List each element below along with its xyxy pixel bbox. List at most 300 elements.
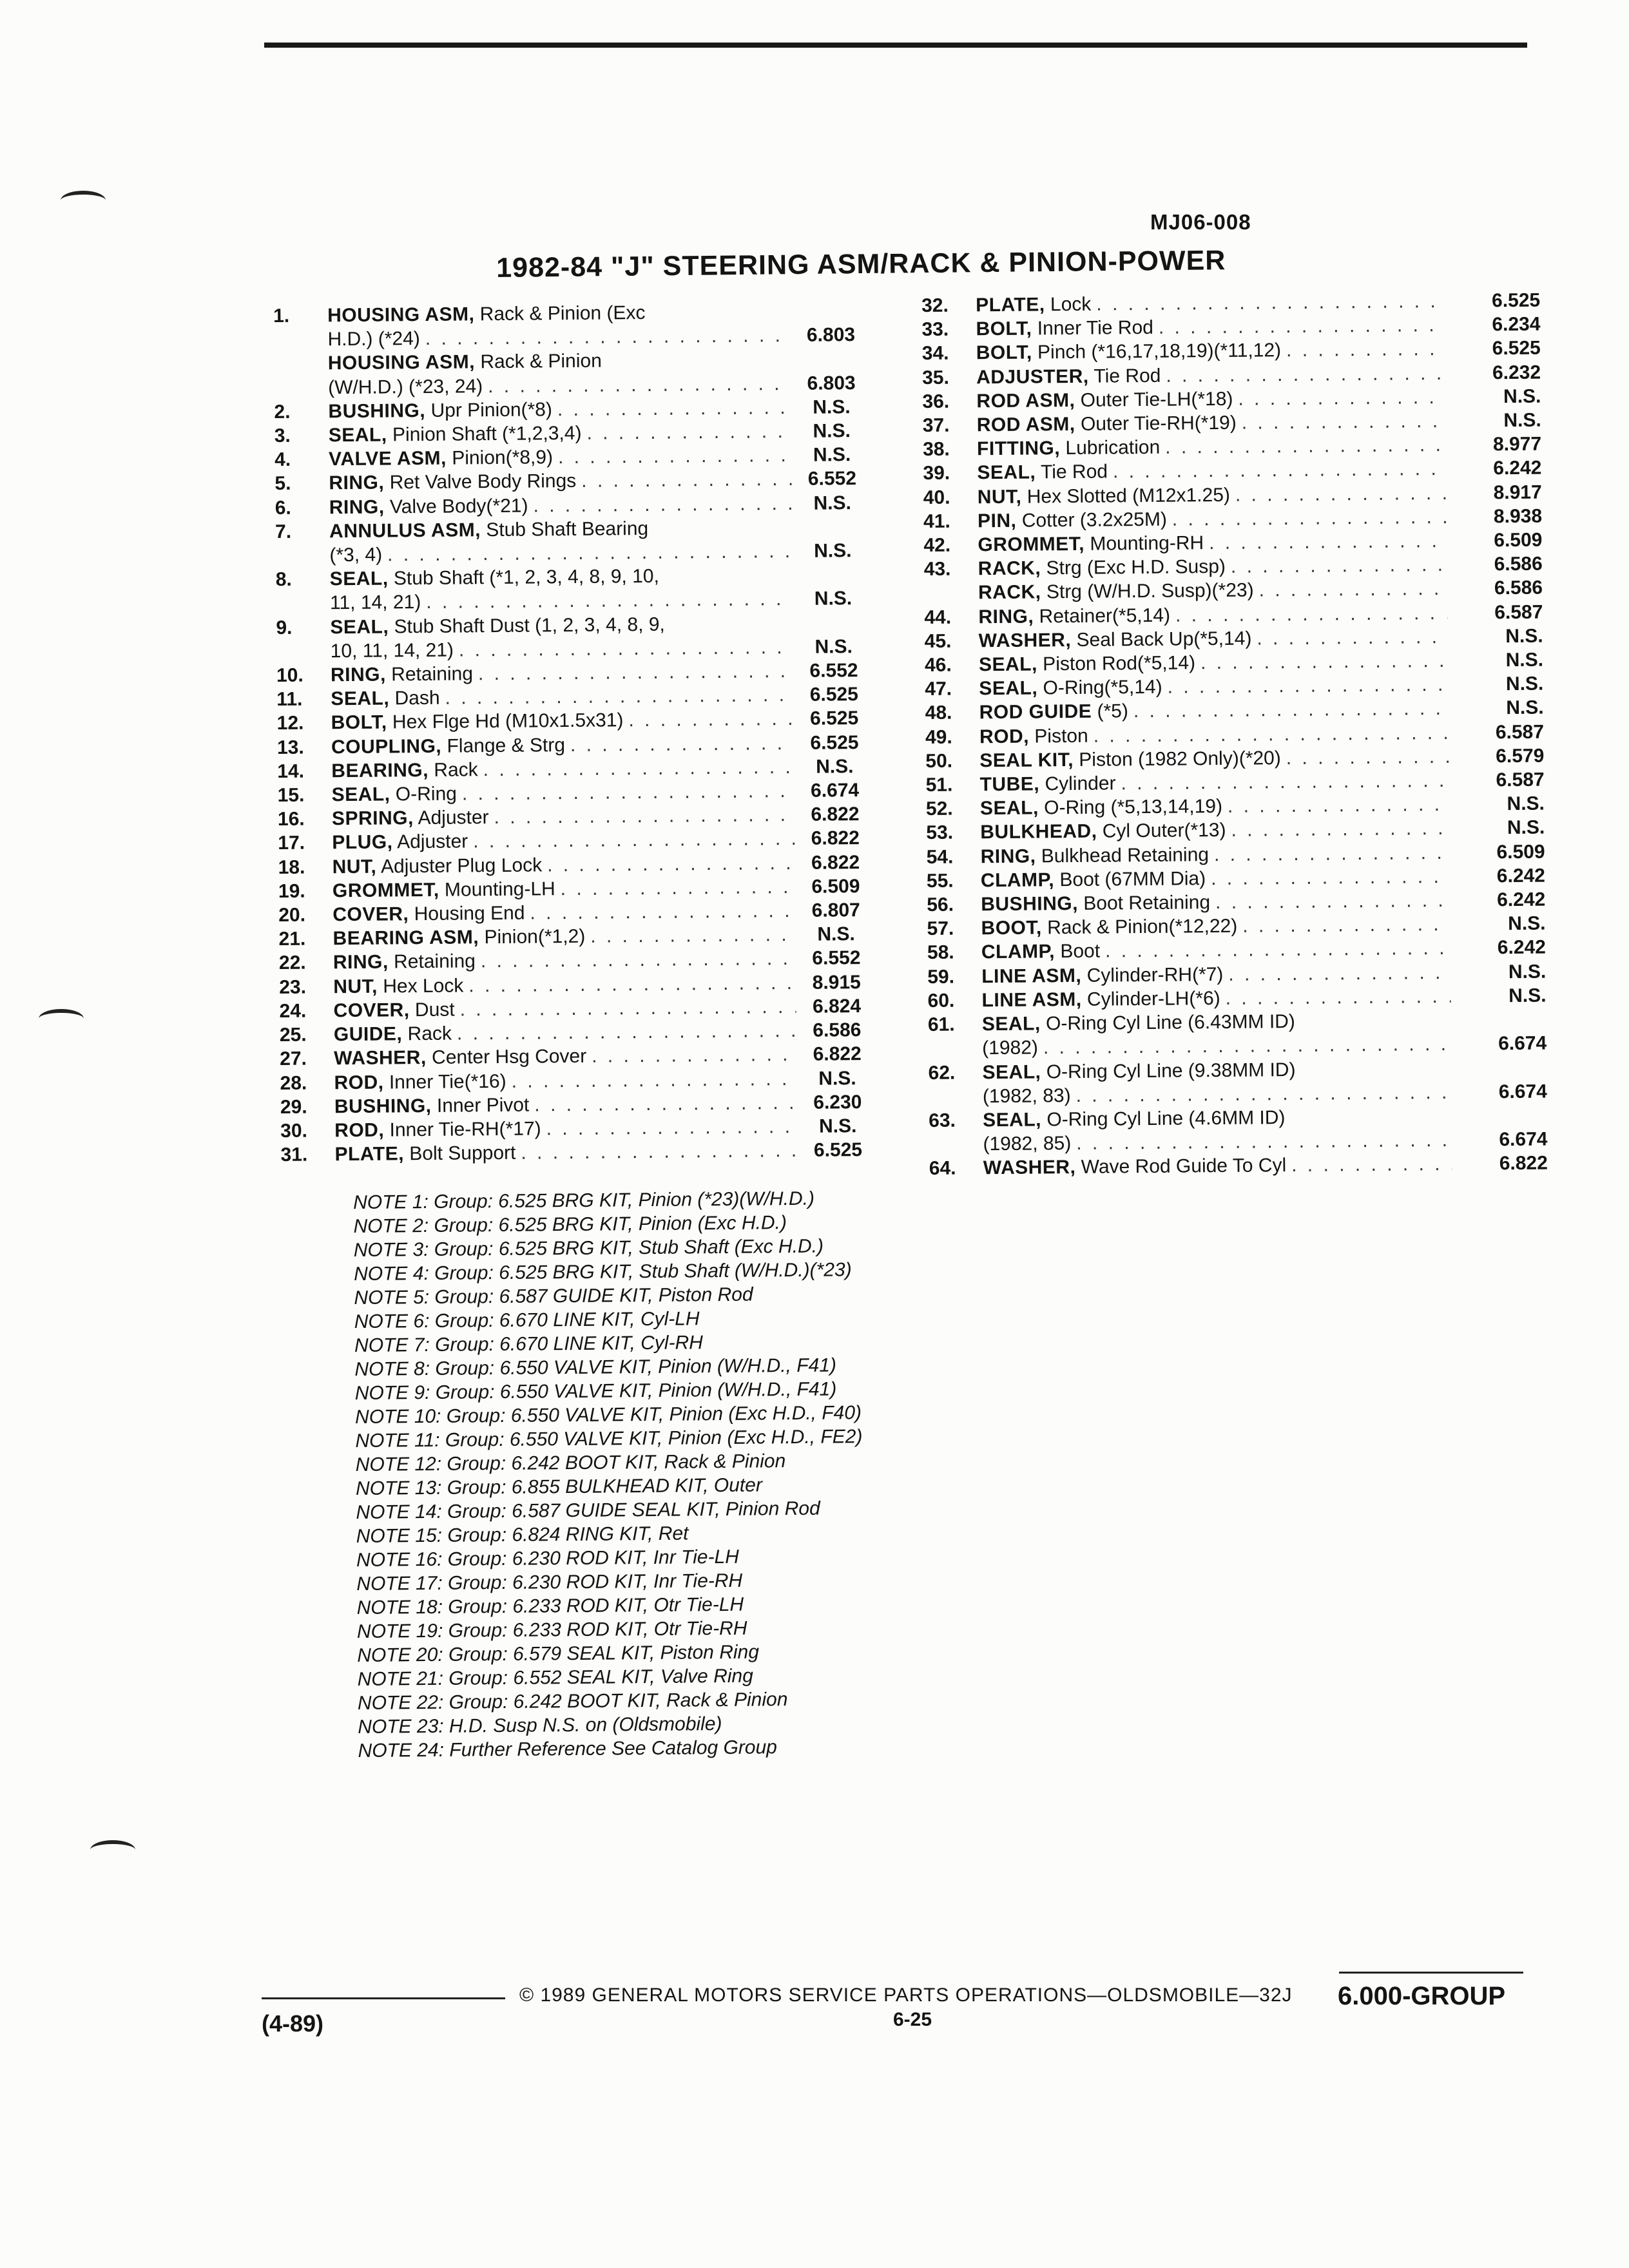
leader-dots: [494, 803, 795, 829]
note-line: NOTE 12: Group: 6.242 BOOT KIT, Rack & Pinion: [355, 1450, 786, 1475]
leader-dots: [1242, 409, 1446, 435]
part-text: [983, 1153, 1287, 1180]
part-text: [980, 794, 1222, 820]
top-rule: [264, 43, 1527, 48]
part-text: [332, 805, 489, 831]
part-name: BEARING,: [331, 759, 429, 782]
part-name: CLAMP,: [981, 941, 1055, 963]
part-text: [980, 818, 1226, 845]
part-description: Mounting-RH: [1090, 532, 1204, 555]
group-number: 6.822: [1499, 1152, 1548, 1175]
group-label: 6.000-GROUP: [1338, 1982, 1506, 2010]
group-number: 6.509: [1494, 529, 1543, 552]
part-text: [333, 877, 555, 903]
part-number: 22.: [278, 952, 306, 974]
group-number: 6.525: [810, 731, 859, 754]
part-item: [273, 299, 867, 352]
part-text: [983, 1106, 1286, 1132]
leader-dots: [1094, 721, 1449, 748]
group-number: 6.552: [809, 660, 858, 682]
leader-dots: [592, 1043, 796, 1068]
part-name: ANNULUS ASM,: [329, 519, 481, 543]
part-name: ROD,: [334, 1119, 385, 1142]
part-description: Lock: [1050, 293, 1092, 316]
part-name: SEAL,: [331, 687, 390, 710]
part-number: 5.: [275, 473, 291, 495]
part-description-cont: 10, 11, 14, 21): [330, 639, 454, 662]
part-item: [275, 515, 869, 568]
part-name: LINE ASM,: [981, 965, 1082, 987]
part-name: PLATE,: [334, 1143, 405, 1166]
part-number: 10.: [276, 664, 304, 687]
part-name: BEARING ASM,: [333, 927, 479, 950]
part-text: [332, 853, 542, 879]
part-number: 48.: [925, 702, 952, 724]
part-text: [977, 411, 1237, 437]
part-number: 60.: [927, 990, 955, 1012]
part-text: [979, 746, 1281, 773]
note-line: NOTE 10: Group: 6.550 VALVE KIT, Pinion (Exc H.D., F40): [354, 1402, 862, 1428]
part-name: BOLT,: [976, 318, 1032, 340]
part-text: [332, 830, 468, 855]
group-number: 6.587: [1496, 769, 1545, 791]
group-number: N.S.: [815, 636, 853, 658]
part-name: RACK,: [978, 557, 1041, 580]
leader-dots: [473, 827, 795, 854]
part-name: ROD GUIDE: [979, 701, 1092, 724]
leader-dots: [1075, 1081, 1452, 1108]
part-number: 28.: [280, 1072, 307, 1094]
leader-dots: [1167, 673, 1448, 699]
document-id: MJ06-008: [1150, 210, 1251, 234]
group-number: 6.824: [812, 995, 862, 1017]
leader-dots: [468, 971, 796, 998]
part-name: BUSHING,: [334, 1095, 432, 1117]
part-description: Tie Rod: [1094, 365, 1161, 387]
group-number: N.S.: [1507, 817, 1545, 839]
part-number: 44.: [924, 606, 952, 628]
leader-dots: [558, 443, 791, 469]
part-description: O-Ring (*5,13,14,19): [1044, 796, 1223, 819]
part-description: Hex Flge Hd (M10x1.5x31): [392, 709, 624, 733]
part-number: 64.: [929, 1157, 956, 1180]
leader-dots: [459, 635, 793, 662]
part-description-cont: (*3, 4): [329, 544, 383, 566]
part-name: RING,: [330, 664, 387, 686]
group-number: 6.509: [811, 875, 860, 898]
leader-dots: [561, 875, 796, 901]
part-description: O-Ring Cyl Line (4.6MM ID): [1046, 1107, 1286, 1131]
parts-list-left: [273, 299, 874, 1167]
part-number: 23.: [279, 976, 307, 998]
leader-dots: [478, 659, 793, 686]
part-name: COVER,: [333, 903, 409, 926]
part-description: (*5): [1097, 700, 1129, 723]
part-number: 53.: [926, 822, 954, 844]
note-line: NOTE 14: Group: 6.587 GUIDE SEAL KIT, Pinion Rod: [356, 1497, 820, 1523]
part-number: 13.: [276, 736, 304, 758]
parts-list-right: [921, 289, 1548, 1181]
part-name: PIN,: [977, 510, 1017, 532]
part-number: 16.: [277, 808, 305, 831]
part-name: HOUSING ASM,: [327, 303, 475, 327]
page-number: 6-25: [893, 2009, 932, 2030]
part-name: SEAL,: [983, 1109, 1042, 1131]
part-text: [979, 700, 1129, 725]
leader-dots: [426, 587, 793, 614]
group-number: N.S.: [818, 1115, 857, 1137]
part-number: 36.: [922, 390, 950, 412]
part-description: Dash: [394, 687, 440, 709]
part-number: 27.: [280, 1048, 307, 1070]
leader-dots: [1231, 816, 1449, 842]
part-description: Rack & Pinion(*12,22): [1046, 916, 1238, 939]
part-description: Inner Tie-RH(*17): [389, 1118, 541, 1141]
part-number: 15.: [277, 784, 305, 807]
note-line: NOTE 23: H.D. Susp N.S. on (Oldsmobile): [358, 1713, 722, 1738]
part-name: SEAL,: [982, 1061, 1041, 1083]
binder-hole-mark: [90, 1840, 135, 1860]
leader-dots: [1215, 889, 1450, 914]
group-number: 6.587: [1495, 721, 1545, 743]
part-description: Upr Pinion(*8): [430, 399, 553, 421]
part-number: 31.: [280, 1144, 308, 1166]
part-description: Cotter (3.2x25M): [1021, 508, 1167, 532]
part-description: Rack: [434, 759, 478, 781]
part-description: Mounting-LH: [444, 878, 555, 901]
part-number: 45.: [924, 630, 952, 652]
part-number: 17.: [278, 832, 305, 854]
part-number: 49.: [925, 726, 952, 748]
part-number: 58.: [927, 942, 954, 964]
part-description: Boot Retaining: [1083, 892, 1211, 914]
group-number: 6.509: [1496, 841, 1545, 863]
note-line: NOTE 11: Group: 6.550 VALVE KIT, Pinion (Exc H.D., FE2): [355, 1426, 863, 1452]
note-line: NOTE 18: Group: 6.233 ROD KIT, Otr Tie-LH: [356, 1593, 744, 1619]
part-item: [274, 347, 867, 399]
group-number: N.S.: [813, 396, 851, 418]
part-text: [981, 986, 1220, 1012]
part-text: [981, 963, 1223, 988]
part-description-cont: (1982): [982, 1037, 1039, 1059]
part-name: ROD ASM,: [976, 413, 1075, 436]
part-text: [979, 724, 1088, 749]
leader-dots: [1235, 481, 1447, 507]
part-description: Hex Lock: [383, 975, 464, 997]
part-number: 38.: [922, 438, 950, 461]
part-text: [331, 782, 457, 807]
group-number: 6.586: [1494, 553, 1543, 575]
part-description: Boot: [1060, 941, 1101, 963]
part-text: [334, 1069, 506, 1095]
part-number: 18.: [278, 856, 305, 878]
part-name: TUBE,: [979, 773, 1040, 796]
part-description: Boot (67MM Dia): [1059, 868, 1206, 891]
part-description: Adjuster Plug Lock: [380, 854, 543, 878]
part-name: SEAL,: [979, 797, 1039, 820]
group-number: 6.586: [813, 1019, 862, 1041]
note-line: NOTE 8: Group: 6.550 VALVE KIT, Pinion (W/H.D., F41): [354, 1354, 837, 1380]
part-text: [978, 483, 1230, 509]
part-description: Cylinder-RH(*7): [1086, 963, 1224, 986]
part-text: [329, 445, 553, 471]
leader-dots: [570, 731, 794, 757]
note-line: NOTE 5: Group: 6.587 GUIDE KIT, Piston Rod: [354, 1283, 753, 1309]
part-text: [978, 555, 1226, 581]
part-description: Cylinder: [1045, 773, 1116, 795]
leader-dots: [457, 1019, 796, 1046]
group-number: 6.674: [810, 780, 860, 802]
part-name: ROD,: [334, 1072, 384, 1093]
leader-dots: [628, 707, 794, 732]
part-name: GROMMET,: [978, 533, 1085, 556]
part-description: Outer Tie-RH(*19): [1080, 412, 1237, 435]
leader-dots: [533, 492, 792, 518]
leader-dots: [1214, 841, 1450, 867]
note-line: NOTE 7: Group: 6.670 LINE KIT, Cyl-RH: [354, 1332, 703, 1356]
group-number: N.S.: [1506, 697, 1544, 719]
part-text: [982, 1057, 1295, 1084]
copyright-text: © 1989 GENERAL MOTORS SERVICE PARTS OPERATIONS—OLDSMOBILE—32J: [519, 1984, 1293, 2006]
part-description-cont: (1982, 85): [983, 1133, 1072, 1155]
part-number: 9.: [276, 617, 293, 639]
part-name: WASHER,: [978, 629, 1072, 652]
part-description: Piston: [1034, 725, 1088, 747]
leader-dots: [1231, 553, 1447, 579]
part-item: [280, 1138, 873, 1167]
group-number: 6.234: [1492, 313, 1541, 336]
part-text: [331, 733, 565, 759]
part-text: [330, 564, 659, 591]
group-number: 6.525: [1492, 338, 1541, 360]
leader-dots: [557, 396, 791, 421]
part-text: [981, 867, 1206, 892]
part-number: 46.: [924, 654, 952, 677]
group-number: 6.242: [1493, 457, 1542, 479]
part-description: Hex Slotted (M12x1.25): [1027, 484, 1231, 508]
group-number: N.S.: [1503, 385, 1541, 407]
part-name: BUSHING,: [328, 399, 426, 423]
part-name: LINE ASM,: [981, 988, 1082, 1012]
part-text: [330, 612, 665, 639]
part-text: [328, 398, 552, 423]
part-name: SEAL KIT,: [979, 749, 1074, 772]
part-text: [331, 758, 478, 783]
part-description: Pinion(*1,2): [484, 926, 586, 948]
part-description: Rack: [407, 1023, 452, 1045]
note-line: NOTE 24: Further Reference See Catalog Group: [358, 1736, 778, 1762]
part-text: [979, 651, 1195, 677]
leader-dots: [1286, 337, 1445, 362]
part-text: [978, 531, 1204, 557]
group-number: N.S.: [1508, 912, 1546, 935]
note-line: NOTE 1: Group: 6.525 BRG KIT, Pinion (*23)(W/H.D.): [353, 1187, 815, 1213]
part-description: O-Ring Cyl Line (6.43MM ID): [1045, 1011, 1295, 1035]
part-item: [929, 1151, 1548, 1181]
part-text: [329, 469, 576, 495]
part-number: 56.: [927, 894, 954, 916]
part-text: [979, 675, 1162, 701]
part-number: 11.: [276, 688, 303, 711]
part-number: 2.: [274, 401, 291, 423]
part-description-cont: (1982, 83): [982, 1084, 1071, 1107]
part-description: Adjuster: [397, 831, 468, 853]
part-text: [976, 339, 1282, 365]
part-description: Strg (W/H.D. Susp)(*23): [1046, 579, 1254, 603]
leader-dots: [481, 947, 796, 973]
part-text: [979, 626, 1252, 653]
note-line: NOTE 4: Group: 6.525 BRG KIT, Stub Shaft (W/H.D.)(*23): [353, 1259, 852, 1285]
leader-dots: [1226, 985, 1451, 1010]
part-name: COUPLING,: [331, 735, 442, 758]
leader-dots: [547, 851, 795, 878]
part-name: WASHER,: [334, 1047, 427, 1070]
part-text: [333, 901, 525, 927]
leader-dots: [581, 467, 792, 493]
revision-date: (4-89): [262, 2010, 324, 2037]
part-number: 21.: [278, 928, 306, 950]
part-text: [334, 1141, 516, 1167]
part-number: 40.: [923, 486, 950, 508]
group-number: N.S.: [1509, 985, 1547, 1006]
part-description: Stub Shaft Bearing: [486, 517, 649, 541]
part-item: [929, 1103, 1548, 1157]
leader-dots: [462, 779, 795, 806]
note-line: NOTE 2: Group: 6.525 BRG KIT, Pinion (Exc H.D.): [353, 1212, 787, 1237]
part-text: [327, 301, 646, 328]
part-description: Cyl Outer(*13): [1102, 820, 1226, 843]
part-item: [928, 1008, 1547, 1061]
group-number: 6.674: [1498, 1081, 1547, 1102]
part-line: [280, 1138, 873, 1167]
part-name: RING,: [333, 951, 389, 974]
part-description: Retaining: [393, 950, 476, 973]
part-number: 19.: [278, 880, 305, 902]
group-number: 8.915: [812, 971, 861, 994]
part-description: Lubrication: [1065, 436, 1161, 459]
part-number: 59.: [927, 966, 955, 988]
binder-hole-mark: [61, 191, 106, 210]
part-name: BUSHING,: [981, 892, 1079, 916]
group-number: 6.803: [806, 324, 856, 346]
part-name: RING,: [978, 606, 1034, 628]
part-number: 32.: [921, 294, 949, 316]
part-name: NUT,: [977, 486, 1022, 508]
part-name: PLUG,: [332, 831, 393, 854]
part-number: 30.: [280, 1120, 308, 1142]
part-text: [331, 662, 473, 687]
part-number: 24.: [279, 1000, 307, 1022]
part-description: Retaining: [391, 663, 474, 686]
group-number: 8.938: [1493, 505, 1543, 528]
part-description: Adjuster: [418, 807, 489, 829]
leader-dots: [1228, 961, 1451, 986]
note-line: NOTE 15: Group: 6.824 RING KIT, Ret: [356, 1523, 689, 1547]
part-number: 50.: [925, 750, 953, 772]
part-description: Valve Body(*21): [389, 495, 528, 518]
part-number: 1.: [273, 305, 290, 327]
leader-dots: [1172, 505, 1447, 532]
part-text: [977, 436, 1160, 461]
part-description: Strg (Exc H.D. Susp): [1046, 556, 1226, 579]
part-name: RING,: [329, 496, 385, 518]
part-number: 35.: [921, 367, 949, 389]
group-number: 6.587: [1494, 601, 1543, 623]
part-text: [980, 843, 1209, 869]
part-number: 12.: [276, 713, 304, 735]
group-number: 8.977: [1492, 433, 1542, 456]
footer-rule-right: [1339, 1972, 1523, 1974]
part-number: 8.: [275, 569, 292, 591]
part-text: [981, 914, 1237, 941]
footer-rule-left: [262, 1997, 505, 1999]
part-number: 47.: [925, 678, 952, 700]
group-number: 6.822: [811, 803, 860, 826]
part-name: HOUSING ASM,: [327, 351, 476, 374]
part-text: [977, 460, 1108, 485]
part-text: [976, 293, 1091, 318]
leader-dots: [1257, 625, 1448, 651]
part-description: Pinion(*8,9): [452, 447, 554, 469]
part-name: SEAL,: [330, 616, 389, 638]
part-description: Retainer(*5,14): [1039, 604, 1171, 628]
part-text: [976, 387, 1233, 414]
part-description-cont: H.D.) (*24): [327, 328, 420, 351]
part-name: SEAL,: [981, 1013, 1041, 1035]
part-name: SEAL,: [329, 568, 389, 590]
group-number: 6.525: [1491, 289, 1541, 312]
part-description: Rack & Pinion (Exc: [479, 302, 646, 325]
part-number: 43.: [923, 558, 951, 581]
leader-dots: [586, 419, 791, 445]
group-number: N.S.: [814, 540, 852, 562]
leader-dots: [483, 755, 795, 782]
leader-dots: [1159, 313, 1445, 340]
note-line: NOTE 16: Group: 6.230 ROD KIT, Inr Tie-LH: [356, 1546, 739, 1571]
leader-dots: [1096, 289, 1445, 316]
notes-list: [353, 1186, 865, 1763]
part-text: [334, 1044, 586, 1071]
part-description: Dust: [414, 999, 455, 1021]
part-text: [979, 771, 1115, 796]
leader-dots: [534, 1091, 797, 1117]
leader-dots: [590, 923, 796, 948]
group-number: 6.242: [1497, 889, 1546, 911]
part-number: 20.: [278, 904, 306, 927]
part-number: 41.: [923, 510, 950, 532]
leader-dots: [521, 1139, 797, 1165]
part-text: [981, 890, 1210, 916]
group-number: 6.525: [809, 707, 859, 730]
part-number: 61.: [927, 1014, 955, 1036]
note-line: NOTE 20: Group: 6.579 SEAL KIT, Piston Ring: [357, 1641, 760, 1666]
part-description: Seal Back Up(*5,14): [1076, 628, 1252, 651]
group-number: 6.822: [813, 1043, 862, 1066]
note-line: NOTE 22: Group: 6.242 BOOT KIT, Rack & Pinion: [357, 1689, 788, 1714]
leader-dots: [1043, 1032, 1452, 1060]
part-text: [331, 686, 440, 711]
leader-dots: [1211, 865, 1450, 890]
part-name: FITTING,: [976, 437, 1061, 460]
part-text: [329, 494, 528, 519]
group-number: 6.232: [1492, 361, 1541, 383]
part-text: [976, 316, 1153, 341]
group-number: N.S.: [1505, 625, 1543, 647]
group-number: 6.586: [1494, 577, 1543, 599]
leader-dots: [546, 1115, 797, 1141]
group-number: 6.674: [1498, 1032, 1547, 1055]
part-name: NUT,: [332, 856, 377, 878]
